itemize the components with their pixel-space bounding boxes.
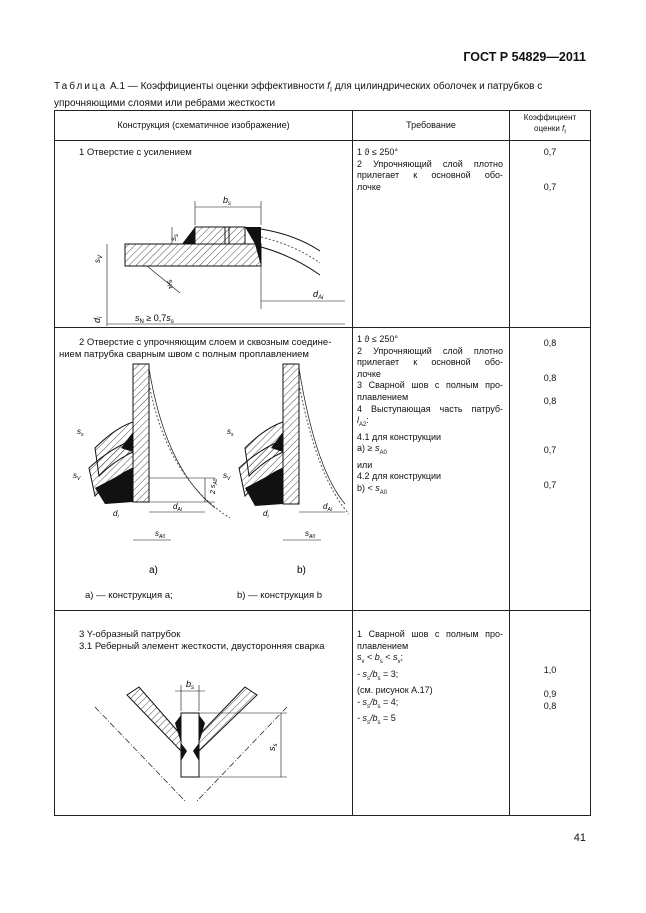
row1-weld-left — [182, 227, 195, 244]
caption-symbol-sub: I — [329, 87, 332, 94]
row2-coef-value: 0,8 — [543, 373, 557, 383]
table-row — [55, 141, 591, 328]
row3-req-ineq: $s_v < b_s < s_v$; — [357, 652, 404, 665]
row2-req-line: плавлением — [357, 391, 409, 402]
row2a-label-sv: $s_V$ — [73, 471, 81, 482]
row2-requirement — [353, 328, 510, 611]
row3-req-see: (см. рисунок А.17) — [357, 684, 433, 695]
row1-reinforcement-layer — [195, 227, 245, 244]
row2a-label-2sa0: 2 $s_{A0}$ — [210, 478, 219, 494]
row1-req-line: прилегает к основной обо- — [357, 170, 503, 181]
row1-label-bs: $b_s$ — [223, 195, 232, 207]
row3-coef-value: 0,8 — [543, 701, 557, 711]
row2b-outer-curve — [299, 368, 345, 504]
row2b-label-sa0: $s_{A0}$ — [305, 529, 316, 540]
row3-req-line: плавлением — [357, 640, 409, 651]
header-construction: Конструкция (схематичное изображение) — [55, 111, 353, 141]
row1-coef-value: 0,7 — [543, 182, 557, 192]
row2a-label-sa0: $s_{A0}$ — [155, 529, 166, 540]
row3-left-arm — [127, 687, 181, 751]
row2-req-line: лочке — [357, 368, 381, 379]
row2-req-line: 4.2 для конструкции — [357, 471, 442, 482]
row3-axis-left — [95, 707, 185, 801]
row2-coefficient — [510, 328, 591, 611]
row3-label-bs: $b_s$ — [186, 679, 195, 691]
row1-requirement — [353, 141, 510, 328]
row3-subtitle: 3.1 Реберный элемент жесткости, двусторонняя сварка — [79, 641, 325, 652]
row2-coef-value: 0,7 — [543, 445, 557, 455]
row2a-label-di: $d_i$ — [113, 509, 119, 520]
row1-label-di: $d_i$ — [92, 316, 104, 323]
row2-coef-value: 0,8 — [543, 338, 557, 348]
row2a-caption: a) — [149, 565, 158, 576]
row2-drawing — [55, 328, 353, 611]
row2a-mid-curve — [149, 384, 230, 518]
row1-label-ss: $s_s$ — [169, 234, 180, 241]
row3-requirement — [353, 611, 510, 816]
row2b-nozzle-wall — [283, 364, 299, 504]
row3-stiffener — [181, 713, 199, 777]
row2-req-line: прилегает к основной обо- — [357, 357, 503, 368]
row1-label-sv: $s_V$ — [93, 254, 104, 263]
row1-shell-plate — [125, 244, 261, 266]
row2-req-line: 1 ϑ ≤ 250° — [357, 334, 398, 344]
row2b-label-di: $d_i$ — [263, 509, 269, 520]
header-coef-line1: Коэффициент — [523, 113, 577, 123]
row2-figure-a — [73, 364, 230, 576]
table-row — [55, 328, 591, 611]
header-coef-line2: оценки — [534, 124, 560, 134]
row3-label-ss: $s_s$ — [267, 743, 279, 751]
table-header-row — [55, 111, 591, 141]
caption-text: — Коэффициенты оценки эффективности — [127, 81, 325, 92]
row2-title-line2: нием патрубка сварным швом с полным проплавлением — [59, 349, 309, 360]
caption-line2: упрочняющими слоями или ребрами жесткости — [54, 97, 276, 109]
row1-coef-value: 0,7 — [543, 147, 557, 157]
header-coef-sub: I — [564, 129, 566, 136]
row1-req-line: 2 Упрочняющий слой плотно — [357, 158, 503, 169]
row1-condition: $s_N \ge 0,7s_s$ — [135, 313, 174, 325]
row2-req-line: 3 Сварной шов с полным про- — [357, 380, 503, 391]
standard-header: ГОСТ Р 54829—2011 — [463, 50, 586, 64]
row2-title-line1: 2 Отверстие с упрочняющим слоем и сквозным соедине- — [79, 337, 332, 348]
row2-req-line: 4.1 для конструкции — [357, 431, 442, 442]
header-coefficient — [510, 111, 591, 141]
row2-coef-value: 0,7 — [543, 480, 557, 490]
row2b-caption: b) — [297, 565, 306, 576]
row3-drawing — [55, 611, 353, 816]
row1-drawing — [55, 141, 353, 328]
coefficients-table — [54, 110, 591, 816]
row1-req-line: 1 ϑ ≤ 250° — [357, 147, 398, 157]
row1-nozzle-outer — [261, 229, 320, 251]
table-row — [55, 611, 591, 816]
row2-req-line: или — [357, 459, 373, 470]
row2-legend-a: a) — конструкция a; — [85, 590, 173, 601]
row2-req-line: $a) \ge s_{A0}$ — [357, 443, 387, 456]
row2-coef-value: 0,8 — [543, 396, 557, 406]
row2-legend-b: b) — конструкция b — [237, 590, 323, 601]
row2-figure-b — [223, 364, 349, 576]
row2b-label-ss: $s_s$ — [227, 427, 234, 438]
header-coef-symbol: f — [562, 124, 565, 134]
header-requirement: Требование — [353, 111, 510, 141]
row1-label-sn: $s_N$ — [165, 277, 176, 291]
row1-construction — [55, 141, 353, 328]
row1-label-dai: $d_{Ai}$ — [313, 289, 324, 301]
row2a-nozzle-wall — [133, 364, 149, 502]
row2a-label-dai: $d_{Ai}$ — [173, 502, 182, 513]
row3-right-arm — [199, 687, 257, 751]
row3-axis-right — [197, 707, 287, 801]
caption-lead: Таблица — [54, 81, 108, 92]
row1-nozzle-inner — [261, 247, 320, 275]
row2b-label-sv: $s_V$ — [223, 471, 231, 482]
row3-coef-value: 1,0 — [543, 665, 557, 675]
page-number: 41 — [573, 832, 586, 844]
row1-req-line: лочке — [357, 181, 381, 192]
row1-coefficient — [510, 141, 591, 328]
caption-text-after: для цилиндрических оболочек и патрубков с — [334, 81, 543, 92]
table-caption — [54, 81, 592, 110]
row3-construction — [55, 611, 353, 816]
row2-construction — [55, 328, 353, 611]
row3-req-ratio: - $s_s/b_s = 5$ — [357, 712, 396, 726]
row2b-mid-curve — [299, 384, 349, 514]
row3-coef-value: 0,9 — [543, 689, 557, 699]
row3-title: 3 Y-образный патрубок — [79, 629, 181, 640]
caption-number: А.1 — [110, 81, 126, 92]
row3-req-line: 1 Сварной шов с полным про- — [357, 629, 503, 639]
row2-req-lA2: $l_{A2}$: — [357, 415, 369, 428]
row2-req-line: 2 Упрочняющий слой плотно — [357, 345, 503, 356]
row1-title: 1 Отверстие с усилением — [79, 147, 192, 158]
caption-symbol: f — [327, 81, 330, 92]
row2b-label-dai: $d_{Ai}$ — [323, 502, 332, 513]
row3-coefficient — [510, 611, 591, 816]
row3-req-ratio: - $s_s/b_s = 3$; — [357, 668, 399, 682]
row2a-label-ss: $s_s$ — [77, 427, 84, 438]
row2-req-line: $b) < s_{A0}$ — [357, 482, 388, 496]
row3-req-ratio: - $s_s/b_s = 4$; — [357, 696, 399, 710]
row2-req-line: 4 Выступающая часть патруб- — [357, 403, 503, 414]
